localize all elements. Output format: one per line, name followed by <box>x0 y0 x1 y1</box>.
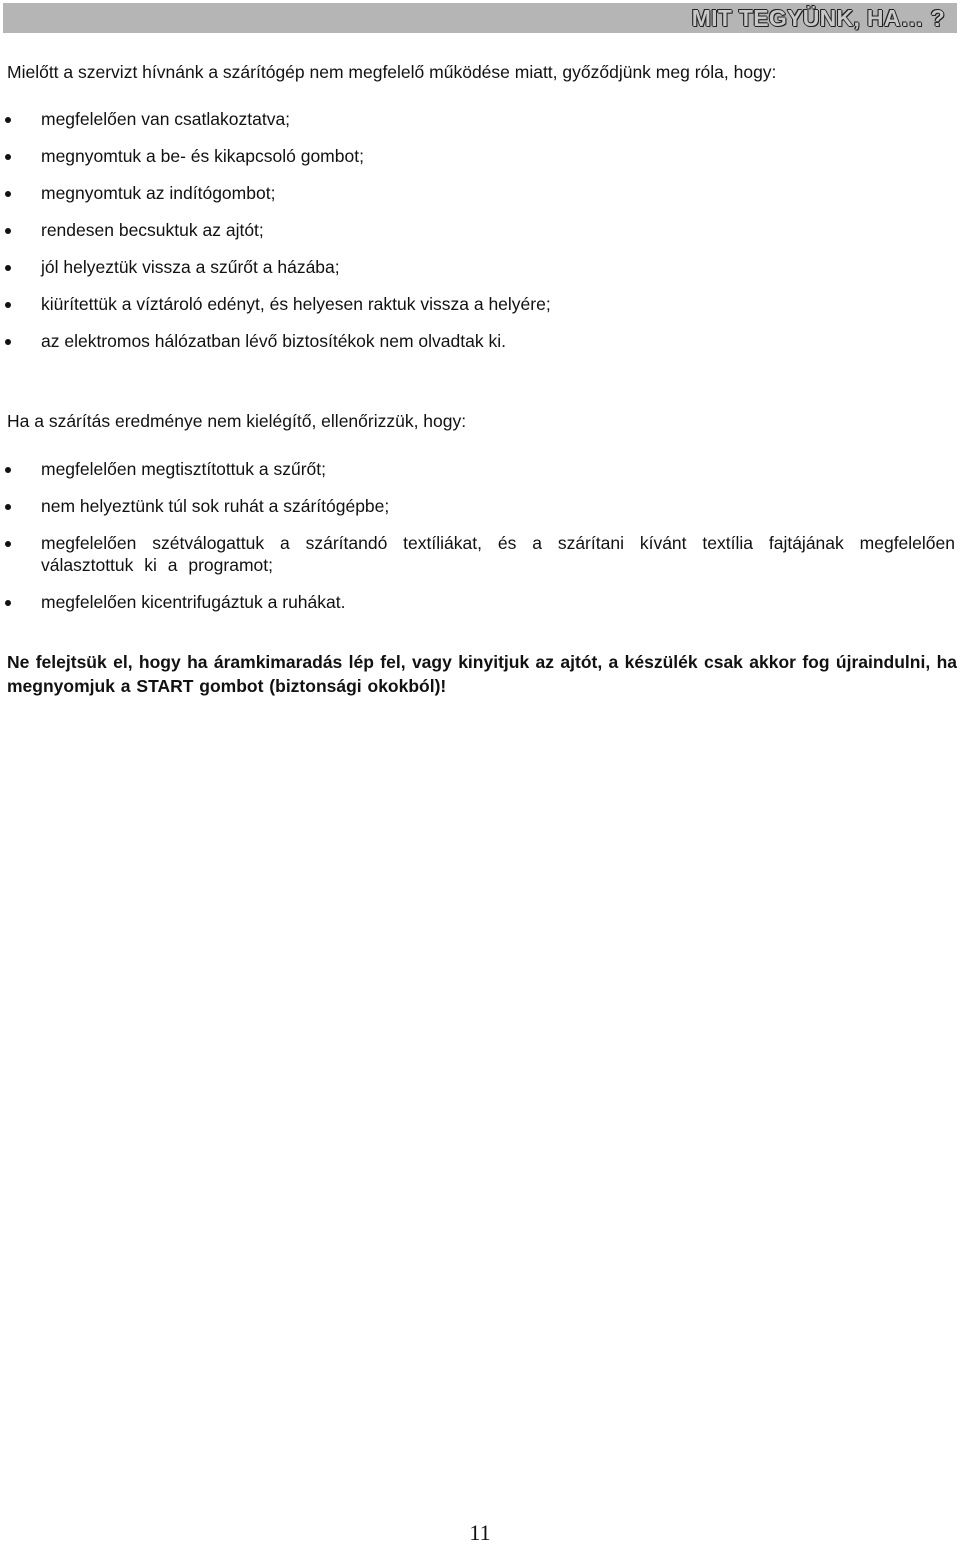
bullet-icon <box>5 467 11 473</box>
bullet-icon <box>5 117 11 123</box>
header-bar <box>3 3 957 33</box>
bullet-icon <box>5 265 11 271</box>
list-item: megfelelően megtisztítottuk a szűrőt; <box>0 458 955 480</box>
list-item: rendesen becsuktuk az ajtót; <box>0 219 955 241</box>
section-intro-text: Ha a szárítás eredménye nem kielégítő, ellenőrizzük, hogy: <box>7 411 467 431</box>
checklist-drying-result <box>0 458 955 628</box>
list-item: megfelelően kicentrifugáztuk a ruhákat. <box>0 591 955 613</box>
list-item: megnyomtuk az indítógombot; <box>0 182 955 204</box>
list-item: jól helyeztük vissza a szűrőt a házába; <box>0 256 955 278</box>
list-item: megfelelően van csatlakoztatva; <box>0 108 955 130</box>
safety-note: Ne felejtsük el, hogy ha áramkimaradás lép fel, vagy kinyitjuk az ajtót, a készülék csak akkor fog újraindulni, ha megnyomjuk a START gombot (biztonsági okokból)! <box>7 652 957 696</box>
page-title: MIT TEGYÜNK, HA… ? <box>691 5 945 31</box>
page-number: 11 <box>469 1520 491 1545</box>
list-item: az elektromos hálózatban lévő biztosítékok nem olvadtak ki. <box>0 330 955 352</box>
bullet-icon <box>5 339 11 345</box>
bullet-icon <box>5 541 11 547</box>
checklist-connection <box>0 108 955 367</box>
bullet-icon <box>5 191 11 197</box>
bullet-icon <box>5 600 11 606</box>
list-item: kiürítettük a víztároló edényt, és helyesen raktuk vissza a helyére; <box>0 293 955 315</box>
bullet-icon <box>5 302 11 308</box>
list-item: nem helyeztünk túl sok ruhát a szárítógépbe; <box>0 495 955 517</box>
bullet-icon <box>5 504 11 510</box>
intro-text: Mielőtt a szervizt hívnánk a szárítógép nem megfelelő működése miatt, győződjünk meg róla, hogy: <box>7 62 777 82</box>
list-item: megfelelően szétválogattuk a szárítandó textíliákat, és a szárítani kívánt textília fajtájának megfelelően választottuk ki a programot; <box>0 532 955 576</box>
bullet-icon <box>5 154 11 160</box>
list-item: megnyomtuk a be- és kikapcsoló gombot; <box>0 145 955 167</box>
bullet-icon <box>5 228 11 234</box>
